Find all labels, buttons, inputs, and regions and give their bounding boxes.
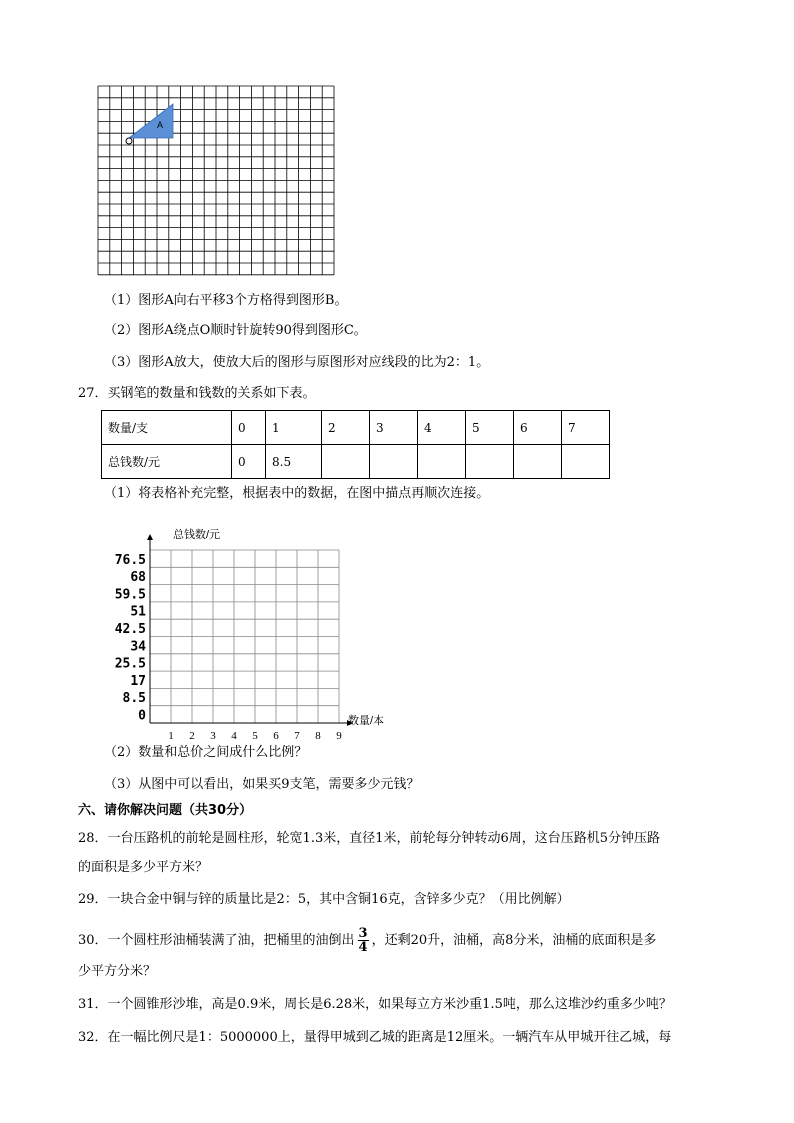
- chart-x-ticks: [168, 730, 342, 742]
- table-cell: 6: [514, 411, 562, 445]
- x-tick-label: 8: [315, 730, 321, 742]
- q27-part2: （2）数量和总价之间成什么比例？: [104, 745, 308, 760]
- q28-line1: 28．一台压路机的前轮是圆柱形，轮宽1.3米，直径1米，前轮每分钟转动6周，这台压路机5分钟压路: [78, 831, 661, 846]
- q26-part2: （2）图形A绕点O顺时针旋转90得到图形C。: [104, 323, 367, 338]
- q27-part1: （1）将表格补充完整，根据表中的数据，在图中描点再顺次连接。: [104, 486, 490, 501]
- price-table: [101, 410, 610, 479]
- table-cell: 7: [562, 411, 610, 445]
- q28-line2: 的面积是多少平方米？: [78, 860, 209, 875]
- table-cell: 0: [232, 411, 266, 445]
- table-row: [102, 411, 610, 445]
- y-tick-label: 8.5: [122, 691, 146, 707]
- table-cell-blank: [514, 445, 562, 479]
- grid-lines: [98, 86, 334, 275]
- y-tick-label: 51: [130, 604, 146, 620]
- table-cell-blank: [418, 445, 466, 479]
- q30-text-after: ，还剩20升，油桶，高8分米，油桶的底面积是多: [371, 933, 657, 948]
- y-tick-label: 68: [130, 570, 146, 586]
- table-cell-blank: [370, 445, 418, 479]
- q26-part1: （1）图形A向右平移3个方格得到图形B。: [104, 293, 348, 308]
- fraction-numerator: 3: [358, 926, 368, 941]
- x-tick-label: 1: [168, 730, 174, 742]
- table-cell: 1: [266, 411, 322, 445]
- y-tick-label: 42.5: [114, 622, 146, 638]
- point-o: [126, 138, 132, 144]
- chart-y-label: 总钱数/元: [173, 529, 221, 541]
- table-cell-blank: [322, 445, 370, 479]
- fraction-denominator: 4: [358, 940, 368, 955]
- table-cell: 4: [418, 411, 466, 445]
- y-tick-label: 25.5: [114, 656, 146, 672]
- y-axis-arrow: [147, 534, 153, 540]
- grid-figure: [96, 84, 338, 278]
- q30-line1: [78, 925, 656, 957]
- q30-line2: 少平方分米？: [78, 964, 157, 979]
- chart-grid: [150, 550, 339, 723]
- fraction-three-quarters: [358, 927, 369, 954]
- price-chart: [100, 520, 410, 742]
- x-tick-label: 9: [336, 730, 342, 742]
- x-tick-label: 4: [231, 730, 237, 742]
- q32: 32．在一幅比例尺是1：5000000上，量得甲城到乙城的距离是12厘米。一辆汽车从甲城开往乙城，每: [78, 1030, 672, 1045]
- q26-part3: （3）图形A放大，使放大后的图形与原图形对应线段的比为2：1。: [104, 355, 490, 370]
- x-tick-label: 6: [273, 730, 279, 742]
- x-tick-label: 7: [294, 730, 300, 742]
- q31: 31．一个圆锥形沙堆，高是0.9米，周长是6.28米，如果每立方米沙重1.5吨，那么这堆沙约重多少吨？: [78, 997, 672, 1012]
- q29: 29．一块合金中铜与锌的质量比是2：5，其中含铜16克，含锌多少克？（用比例解）: [78, 892, 570, 907]
- y-tick-label: 59.5: [114, 587, 146, 603]
- table-cell-blank: [562, 445, 610, 479]
- table-cell: 0: [232, 445, 266, 479]
- section6-heading: 六、请你解决问题（共30分）: [78, 803, 253, 818]
- q30-text-before: 30．一个圆柱形油桶装满了油，把桶里的油倒出: [78, 933, 355, 948]
- y-tick-label: 17: [130, 673, 146, 689]
- x-tick-label: 3: [210, 730, 216, 742]
- y-tick-label: 76.5: [114, 552, 146, 568]
- table-cell: 5: [466, 411, 514, 445]
- table-cell: 8.5: [266, 445, 322, 479]
- x-tick-label: 2: [189, 730, 195, 742]
- table-header-quantity: 数量/支: [102, 411, 232, 445]
- y-tick-label: 0: [138, 708, 146, 724]
- chart-x-label: 数量/本: [348, 715, 385, 727]
- table-cell: 2: [322, 411, 370, 445]
- chart-axes: [147, 534, 353, 726]
- table-cell: 3: [370, 411, 418, 445]
- q27-part3: （3）从图中可以看出，如果买9支笔，需要多少元钱？: [104, 777, 420, 792]
- table-header-total: 总钱数/元: [102, 445, 232, 479]
- q27-title: 27．买钢笔的数量和钱数的关系如下表。: [78, 386, 316, 401]
- x-tick-label: 5: [252, 730, 258, 742]
- y-tick-label: 34: [130, 639, 146, 655]
- shape-a-label: A: [157, 120, 164, 130]
- table-row: [102, 445, 610, 479]
- chart-y-ticks: [115, 553, 146, 724]
- table-cell-blank: [466, 445, 514, 479]
